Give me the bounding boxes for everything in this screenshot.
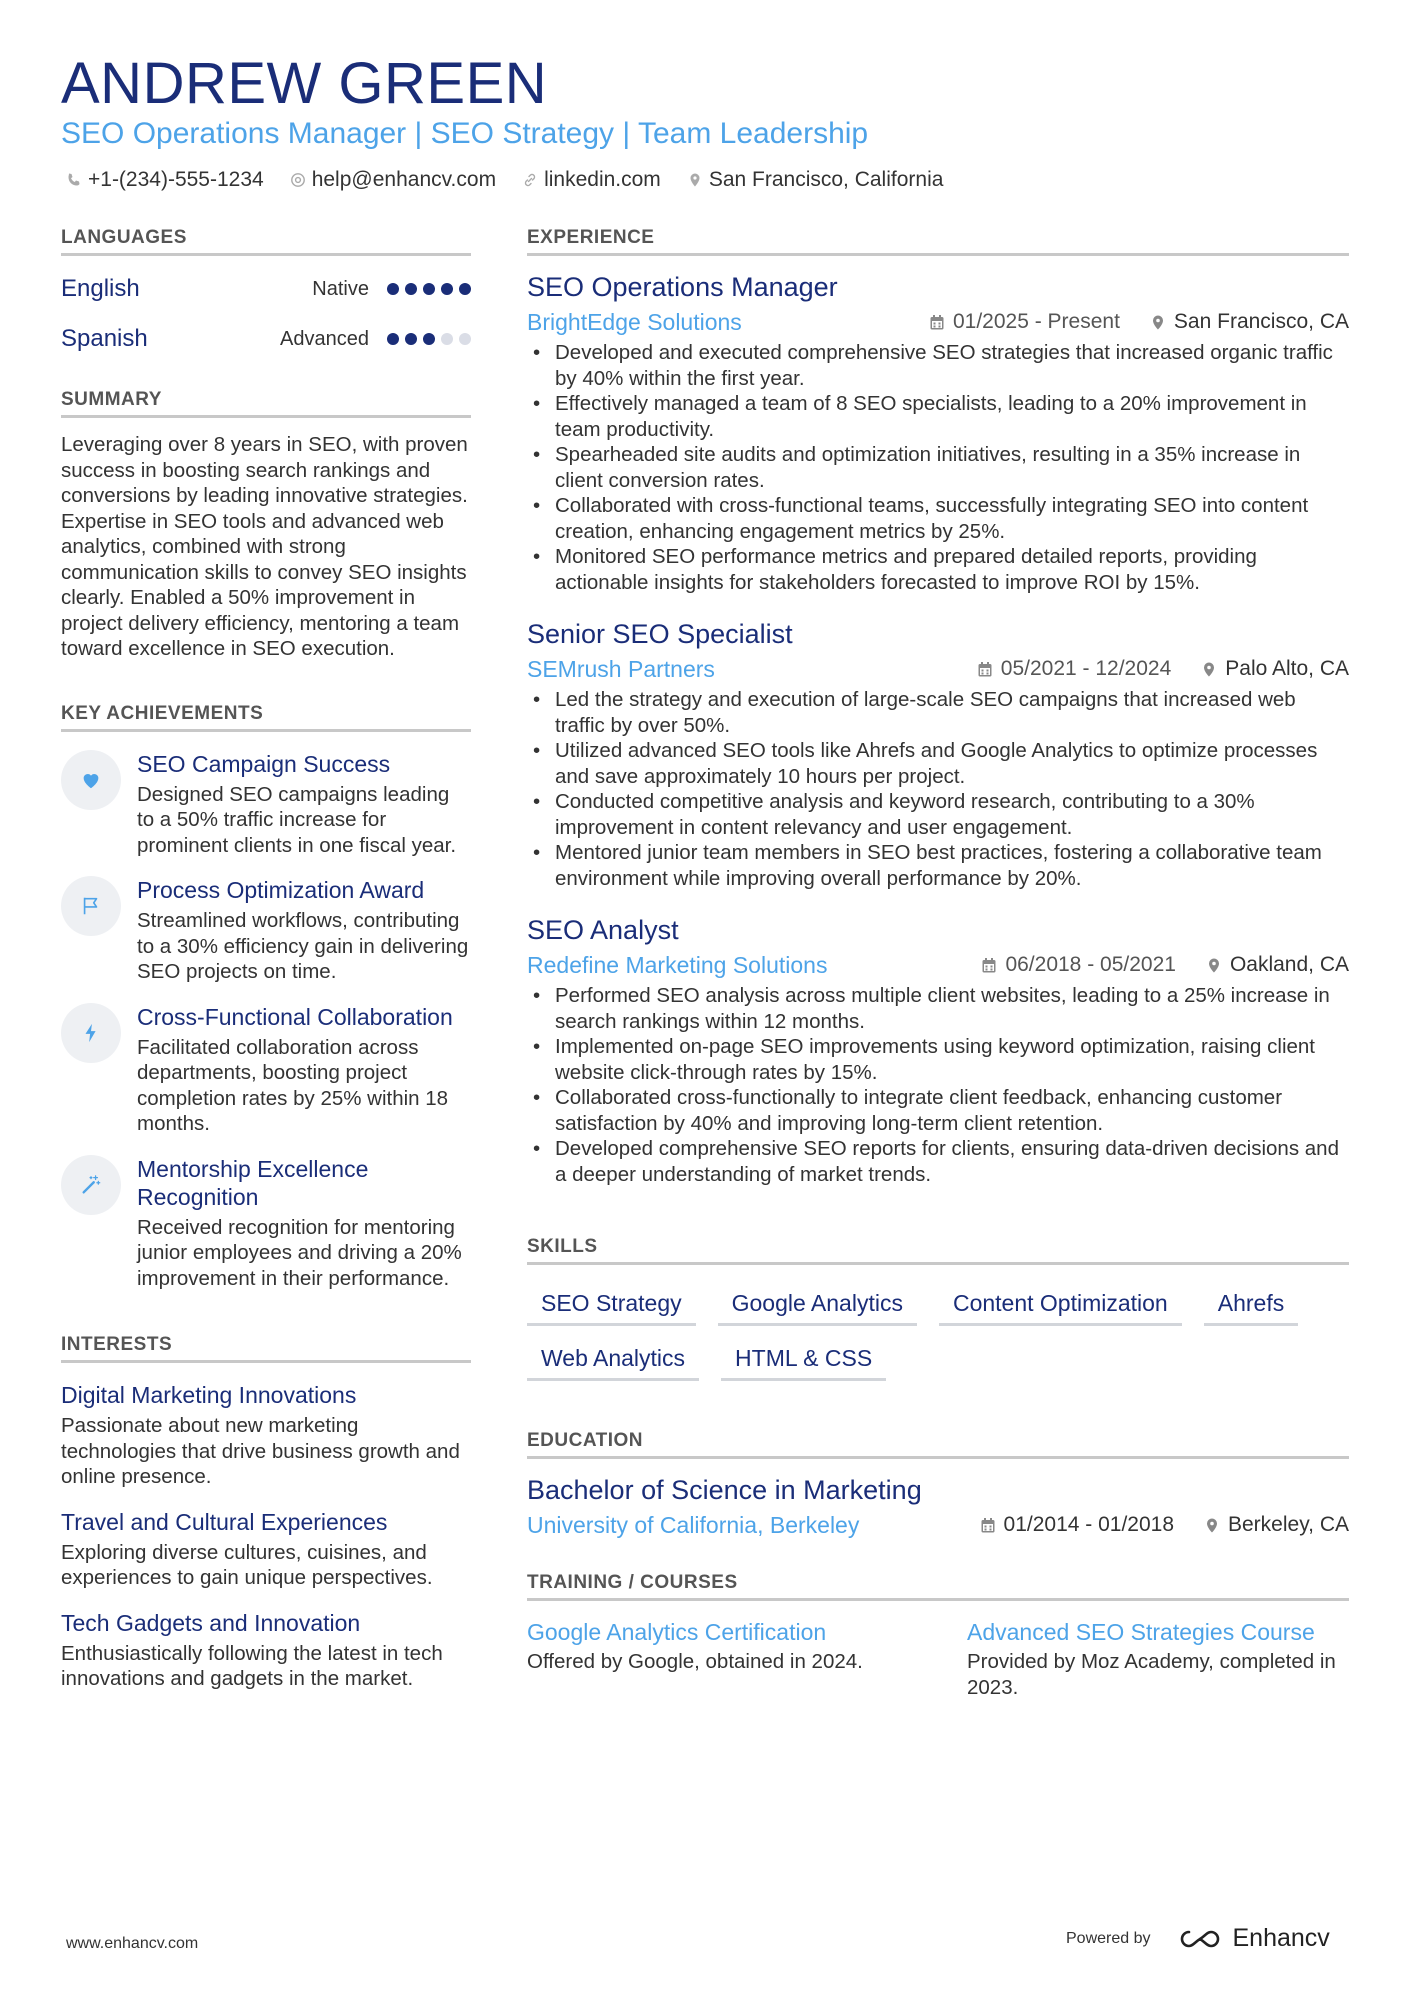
- training-heading: TRAINING / COURSES: [527, 1571, 1349, 1601]
- enhancv-logo[interactable]: [1177, 1924, 1330, 1953]
- education-dates-text: 01/2014 - 01/2018: [1003, 1513, 1174, 1536]
- proficiency-dot: [459, 333, 471, 345]
- skill-tag: HTML & CSS: [721, 1340, 886, 1381]
- location-pin-icon: [1204, 1517, 1220, 1534]
- achievement-icon-badge: [61, 1155, 121, 1215]
- job-bullet: • Developed comprehensive SEO reports for clients, ensuring data-driven decisions and a deeper understanding of market trends.: [555, 1136, 1349, 1187]
- location-pin-icon: [1201, 661, 1217, 678]
- job-dates-text: 06/2018 - 05/2021: [1005, 953, 1176, 976]
- language-name: English: [61, 275, 140, 302]
- location-text: San Francisco, California: [708, 168, 944, 191]
- job-bullet: • Effectively managed a team of 8 SEO specialists, leading to a 20% improvement in team productivity.: [555, 391, 1349, 442]
- job-company: Redefine Marketing Solutions: [527, 951, 828, 978]
- achievements-heading: KEY ACHIEVEMENTS: [61, 702, 471, 732]
- right-column: [527, 226, 1349, 1700]
- job-location-text: Palo Alto, CA: [1225, 657, 1349, 680]
- job-location: [1201, 657, 1349, 681]
- footer-branding: [1066, 1924, 1330, 1953]
- heart-icon: [80, 769, 102, 791]
- languages-list: [61, 264, 471, 364]
- job-title: SEO Operations Manager: [527, 272, 838, 302]
- job-subheader: [527, 947, 1349, 983]
- job-dates-text: 05/2021 - 12/2024: [1000, 657, 1172, 680]
- magic-wand-icon: [80, 1174, 102, 1196]
- language-level: Advanced: [280, 327, 369, 350]
- interest-title: Digital Marketing Innovations: [61, 1382, 357, 1408]
- job-location: [1206, 953, 1349, 977]
- job-company: BrightEdge Solutions: [527, 308, 742, 335]
- language-proficiency-dots: [387, 283, 471, 295]
- job-bullet: • Collaborated cross-functionally to integrate client feedback, enhancing customer satisfaction by 40% and improving long-term client retention.: [555, 1085, 1349, 1136]
- interest-item: [61, 1381, 471, 1490]
- skill-tag: Google Analytics: [718, 1285, 917, 1326]
- job-bullet: • Led the strategy and execution of large-scale SEO campaigns that increased web traffic by over 50%.: [555, 687, 1349, 738]
- calendar-icon: [929, 314, 945, 331]
- education-heading: EDUCATION: [527, 1429, 1349, 1459]
- job-dates: [981, 953, 1175, 977]
- course-description: Offered by Google, obtained in 2024.: [527, 1650, 863, 1673]
- education-location-text: Berkeley, CA: [1228, 1513, 1349, 1536]
- achievement-title: Mentorship Excellence Recognition: [137, 1155, 369, 1210]
- job-dates: [977, 657, 1171, 681]
- contact-phone[interactable]: [66, 165, 264, 195]
- link-icon: [522, 172, 538, 188]
- education-school: University of California, Berkeley: [527, 1511, 860, 1538]
- achievement-description: Streamlined workflows, contributing to a 30% efficiency gain in delivering SEO projects on time.: [137, 909, 469, 983]
- contact-location: [687, 165, 944, 195]
- achievement-title: Cross-Functional Collaboration: [137, 1003, 453, 1030]
- course-title: Google Analytics Certification: [527, 1619, 827, 1645]
- skills-list: [527, 1285, 1337, 1381]
- education-location: [1204, 1513, 1349, 1537]
- job-bullet: • Collaborated with cross-functional teams, successfully integrating SEO into content creation, enhancing engagement metrics by 25%.: [555, 493, 1349, 544]
- skill-tag: SEO Strategy: [527, 1285, 696, 1326]
- achievement-icon-badge: [61, 750, 121, 810]
- achievement-body: [137, 876, 471, 985]
- proficiency-dot: [441, 283, 453, 295]
- experience-list: [527, 270, 1349, 1187]
- job-meta: [981, 953, 1349, 977]
- phone-text: +1-(234)-555-1234: [88, 168, 264, 191]
- achievement-title: Process Optimization Award: [137, 877, 425, 903]
- job-bullet: • Mentored junior team members in SEO best practices, fostering a collaborative team environment while improving overall performance by 20%.: [555, 840, 1349, 891]
- achievement-item: [61, 876, 471, 985]
- course-description: Provided by Moz Academy, completed in 2023.: [967, 1650, 1336, 1699]
- summary-text: Leveraging over 8 years in SEO, with proven success in boosting search rankings and conversions by leading innovative strategies. Expertise in SEO tools and advanced web analytics, combined with strong communication skills to convey SEO insights clearly. Enabled a 50% improvement in project delivery efficiency, mentoring a team toward excellence in SEO execution.: [61, 433, 468, 660]
- course-title: Advanced SEO Strategies Course: [967, 1619, 1315, 1645]
- contact-email[interactable]: [290, 165, 496, 195]
- achievement-body: [137, 1155, 471, 1292]
- interests-heading: INTERESTS: [61, 1333, 471, 1363]
- calendar-icon: [981, 957, 997, 974]
- job-bullet: • Spearheaded site audits and optimization initiatives, resulting in a 35% increase in client conversion rates.: [555, 442, 1349, 493]
- language-level: Native: [312, 277, 369, 300]
- interest-item: [61, 1508, 471, 1591]
- contact-linkedin[interactable]: [522, 165, 661, 195]
- proficiency-dot: [423, 333, 435, 345]
- job-location-text: Oakland, CA: [1229, 953, 1349, 976]
- footer-website[interactable]: www.enhancv.com: [66, 1935, 199, 1952]
- education-dates: [980, 1513, 1174, 1537]
- training-list: [527, 1617, 1349, 1700]
- enhancv-logo-icon: [1177, 1927, 1223, 1951]
- location-pin-icon: [1150, 314, 1166, 331]
- job-entry: [527, 617, 1349, 891]
- location-pin-icon: [687, 172, 703, 188]
- job-entry: [527, 913, 1349, 1187]
- proficiency-dot: [387, 333, 399, 345]
- job-location-text: San Francisco, CA: [1173, 310, 1349, 333]
- summary-heading: SUMMARY: [61, 388, 471, 418]
- education-entry: [527, 1473, 1349, 1543]
- achievement-icon-badge: [61, 876, 121, 936]
- left-column: [61, 226, 471, 1692]
- job-subheader: [527, 651, 1349, 687]
- job-title: SEO Analyst: [527, 915, 679, 945]
- calendar-icon: [980, 1517, 996, 1534]
- achievement-description: Facilitated collaboration across departments, boosting project completion rates by 25% within 18 months.: [137, 1035, 449, 1135]
- achievements-list: [61, 750, 471, 1292]
- job-bullets: [527, 340, 1349, 595]
- proficiency-dot: [387, 283, 399, 295]
- interest-description: Passionate about new marketing technologies that drive business growth and online presence.: [61, 1414, 460, 1488]
- language-row: [61, 264, 471, 314]
- achievement-item: [61, 1155, 471, 1292]
- proficiency-dot: [459, 283, 471, 295]
- achievement-item: [61, 750, 471, 859]
- job-bullet: • Monitored SEO performance metrics and prepared detailed reports, providing actionable insights for stakeholders forecasted to improve ROI by 15%.: [555, 544, 1349, 595]
- calendar-icon: [977, 661, 993, 678]
- job-bullets: [527, 983, 1349, 1187]
- bolt-icon: [80, 1022, 102, 1044]
- powered-by-label: Powered by: [1066, 1929, 1151, 1947]
- interest-title: Tech Gadgets and Innovation: [61, 1609, 361, 1636]
- job-meta: [929, 310, 1349, 334]
- achievement-description: Received recognition for mentoring junior employees and driving a 20% improvement in their performance.: [137, 1215, 462, 1290]
- job-meta: [977, 657, 1349, 681]
- flag-icon: [80, 895, 102, 917]
- language-proficiency-dots: [387, 333, 471, 345]
- candidate-name: ANDREW GREEN: [61, 51, 548, 116]
- proficiency-dot: [405, 333, 417, 345]
- job-dates-text: 01/2025 - Present: [952, 310, 1120, 333]
- job-dates: [929, 310, 1120, 334]
- location-pin-icon: [1206, 957, 1222, 974]
- education-sub: [527, 1507, 1349, 1543]
- achievement-description: Designed SEO campaigns leading to a 50% traffic increase for prominent clients in one fiscal year.: [137, 782, 457, 857]
- skill-tag: Web Analytics: [527, 1340, 699, 1381]
- proficiency-dot: [423, 283, 435, 295]
- job-bullets: [527, 687, 1349, 891]
- phone-icon: [66, 172, 82, 188]
- job-company: SEMrush Partners: [527, 655, 715, 682]
- achievement-item: [61, 1003, 471, 1137]
- course-item: [967, 1617, 1347, 1700]
- enhancv-brand-text: Enhancv: [1232, 1924, 1330, 1952]
- skill-tag: Content Optimization: [939, 1285, 1182, 1326]
- job-location: [1150, 310, 1349, 334]
- skill-tag: Ahrefs: [1204, 1285, 1298, 1326]
- achievement-icon-badge: [61, 1003, 121, 1063]
- proficiency-dot: [441, 333, 453, 345]
- at-icon: [290, 172, 306, 188]
- contact-bar: [66, 165, 943, 195]
- proficiency-dot: [405, 283, 417, 295]
- interest-description: Enthusiastically following the latest in tech innovations and gadgets in the market.: [61, 1641, 443, 1690]
- job-bullet: • Conducted competitive analysis and keyword research, contributing to a 30% improvement in content relevancy and user engagement.: [555, 789, 1349, 840]
- job-bullet: • Performed SEO analysis across multiple client websites, leading to a 25% increase in search rankings within 12 months.: [555, 983, 1349, 1034]
- course-item: [527, 1617, 907, 1700]
- education-meta: [980, 1513, 1349, 1537]
- job-entry: [527, 270, 1349, 595]
- email-text: help@enhancv.com: [311, 168, 497, 191]
- interest-title: Travel and Cultural Experiences: [61, 1508, 388, 1535]
- job-bullet: • Utilized advanced SEO tools like Ahrefs and Google Analytics to optimize processes and save approximately 10 hours per project.: [555, 738, 1349, 789]
- interests-list: [61, 1381, 471, 1692]
- job-bullet: • Implemented on-page SEO improvements using keyword optimization, raising client website click-through rates by 15%.: [555, 1034, 1349, 1085]
- achievement-title: SEO Campaign Success: [137, 750, 391, 777]
- skills-heading: SKILLS: [527, 1235, 1349, 1265]
- experience-heading: EXPERIENCE: [527, 226, 1349, 256]
- job-bullet: • Developed and executed comprehensive SEO strategies that increased organic traffic by 40% within the first year.: [555, 340, 1349, 391]
- education-degree: Bachelor of Science in Marketing: [527, 1475, 922, 1505]
- interest-item: [61, 1609, 471, 1692]
- job-subheader: [527, 304, 1349, 340]
- candidate-headline: SEO Operations Manager | SEO Strategy | Team Leadership: [61, 117, 869, 150]
- linkedin-text: linkedin.com: [544, 168, 661, 191]
- language-row: [61, 314, 471, 364]
- achievement-body: [137, 1003, 471, 1137]
- achievement-body: [137, 750, 471, 859]
- languages-heading: LANGUAGES: [61, 226, 471, 256]
- job-title: Senior SEO Specialist: [527, 619, 793, 649]
- interest-description: Exploring diverse cultures, cuisines, and experiences to gain unique perspectives.: [61, 1540, 433, 1589]
- language-name: Spanish: [61, 325, 148, 352]
